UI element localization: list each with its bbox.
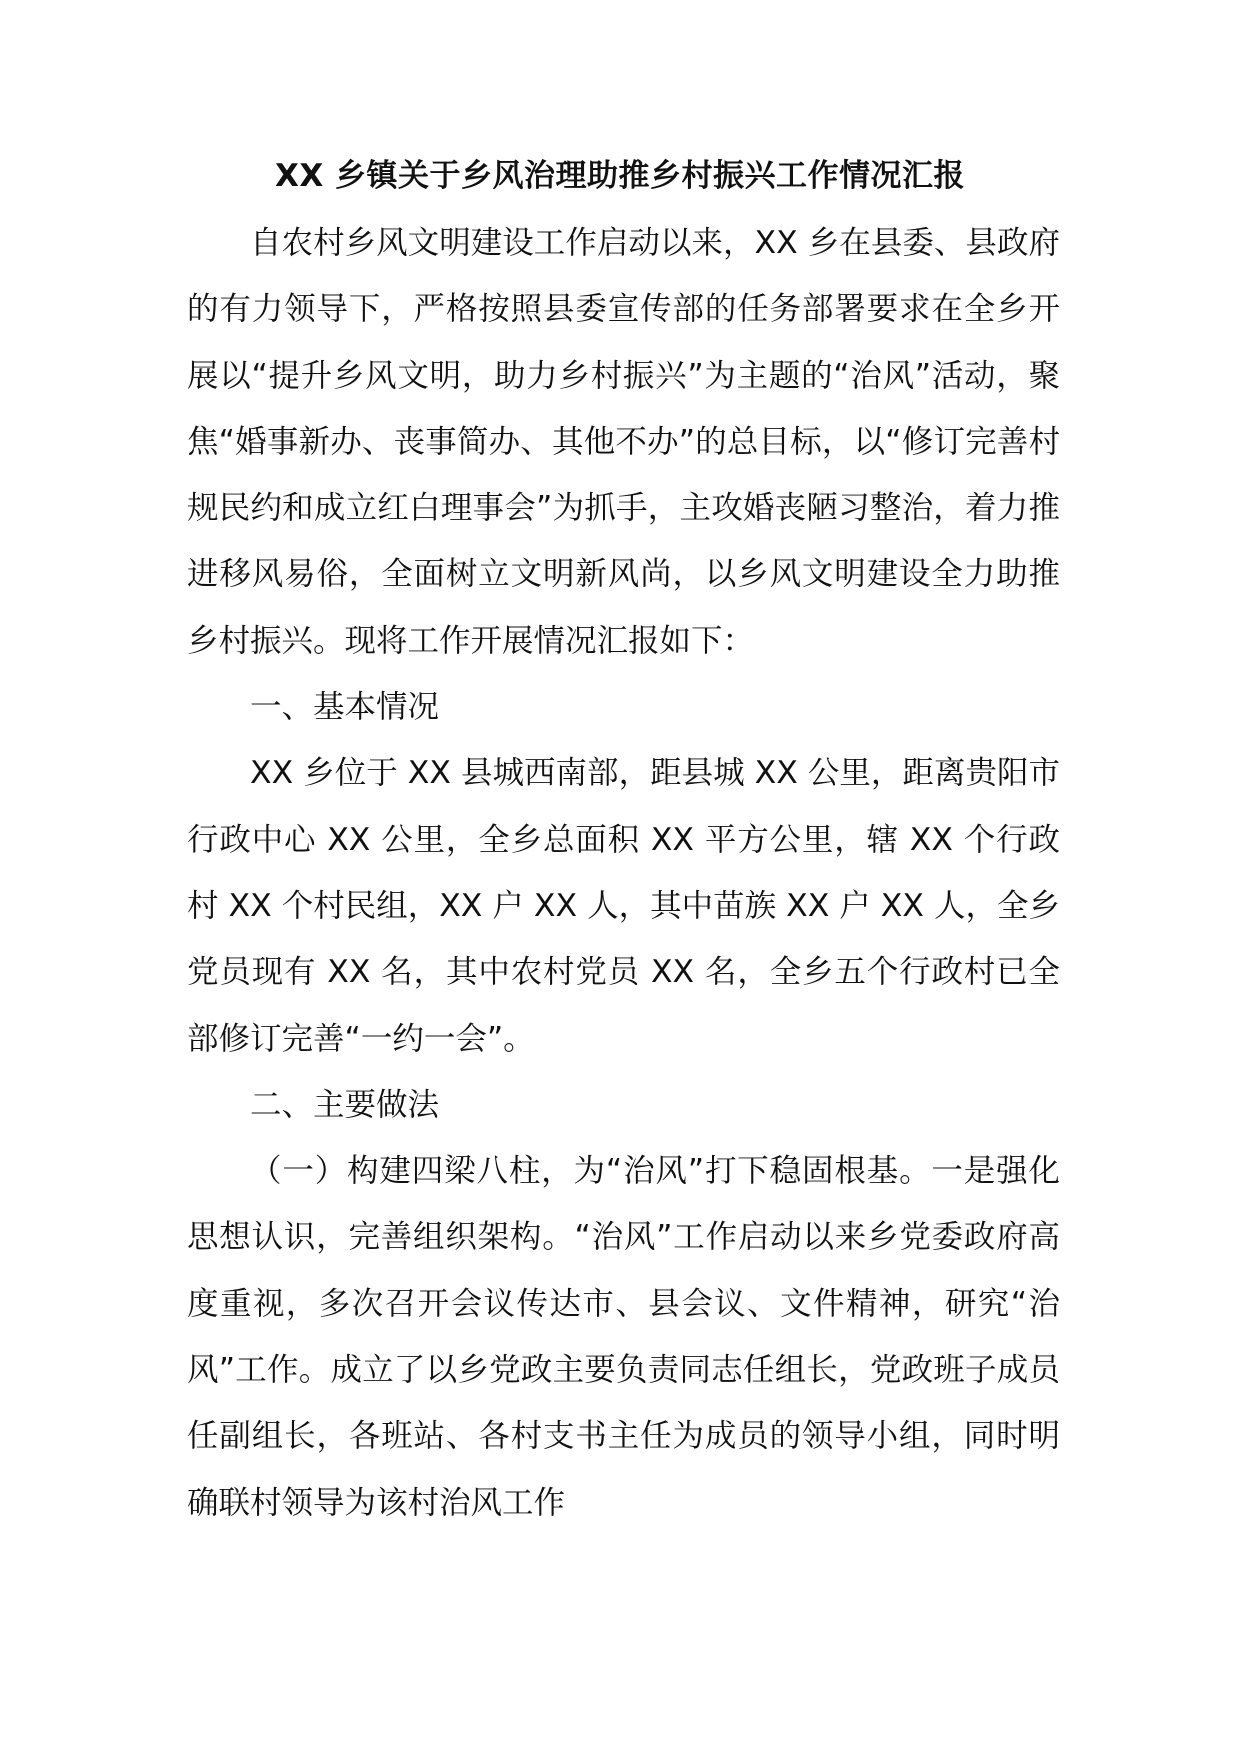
section-heading-basic-situation: 一、基本情况 [250, 689, 440, 726]
document-title: XX 乡镇关于乡风治理助推乡村振兴工作情况汇报 [274, 158, 966, 194]
section-heading-main-practices: 二、主要做法 [250, 1086, 440, 1123]
intro-paragraph: 自农村乡风文明建设工作启动以来，XX 乡在县委、县政府的有力领导下，严格按照县委宣传部的任务部署要求在全乡开展以“提升乡风文明，助力乡村振兴”为主题的“治风”活动，聚焦“婚事新办、丧事简办、其他不办”的总目标，以“修订完善村规民约和成立红白理事会”为抓手，主攻婚丧陋习整治，着力推进移风易俗，全面树立文明新风尚，以乡风文明建设全力助推乡村振兴。现将工作开展情况汇报如下： [187, 225, 1060, 659]
document-body [187, 210, 1060, 1536]
basic-situation-paragraph: XX 乡位于 XX 县城西南部，距县城 XX 公里，距离贵阳市行政中心 XX 公里，全乡总面积 XX 平方公里，辖 XX 个行政村 XX 个村民组，XX 户 XX 人，其中苗族 XX 户 XX 人，全乡党员现有 XX 名，其中农村党员 XX 名，全乡五个行政村已全部修订完善“一约一会”。 [187, 755, 1060, 1057]
main-practices-paragraph: （一）构建四梁八柱，为“治风”打下稳固根基。一是强化思想认识，完善组织架构。“治风”工作启动以来乡党委政府高度重视，多次召开会议传达市、县会议、文件精神，研究“治风”工作。成立了以乡党政主要负责同志任组长，党政班子成员任副组长，各班站、各村支书主任为成员的领导小组，同时明确联村领导为该村治风工作 [187, 1153, 1060, 1521]
